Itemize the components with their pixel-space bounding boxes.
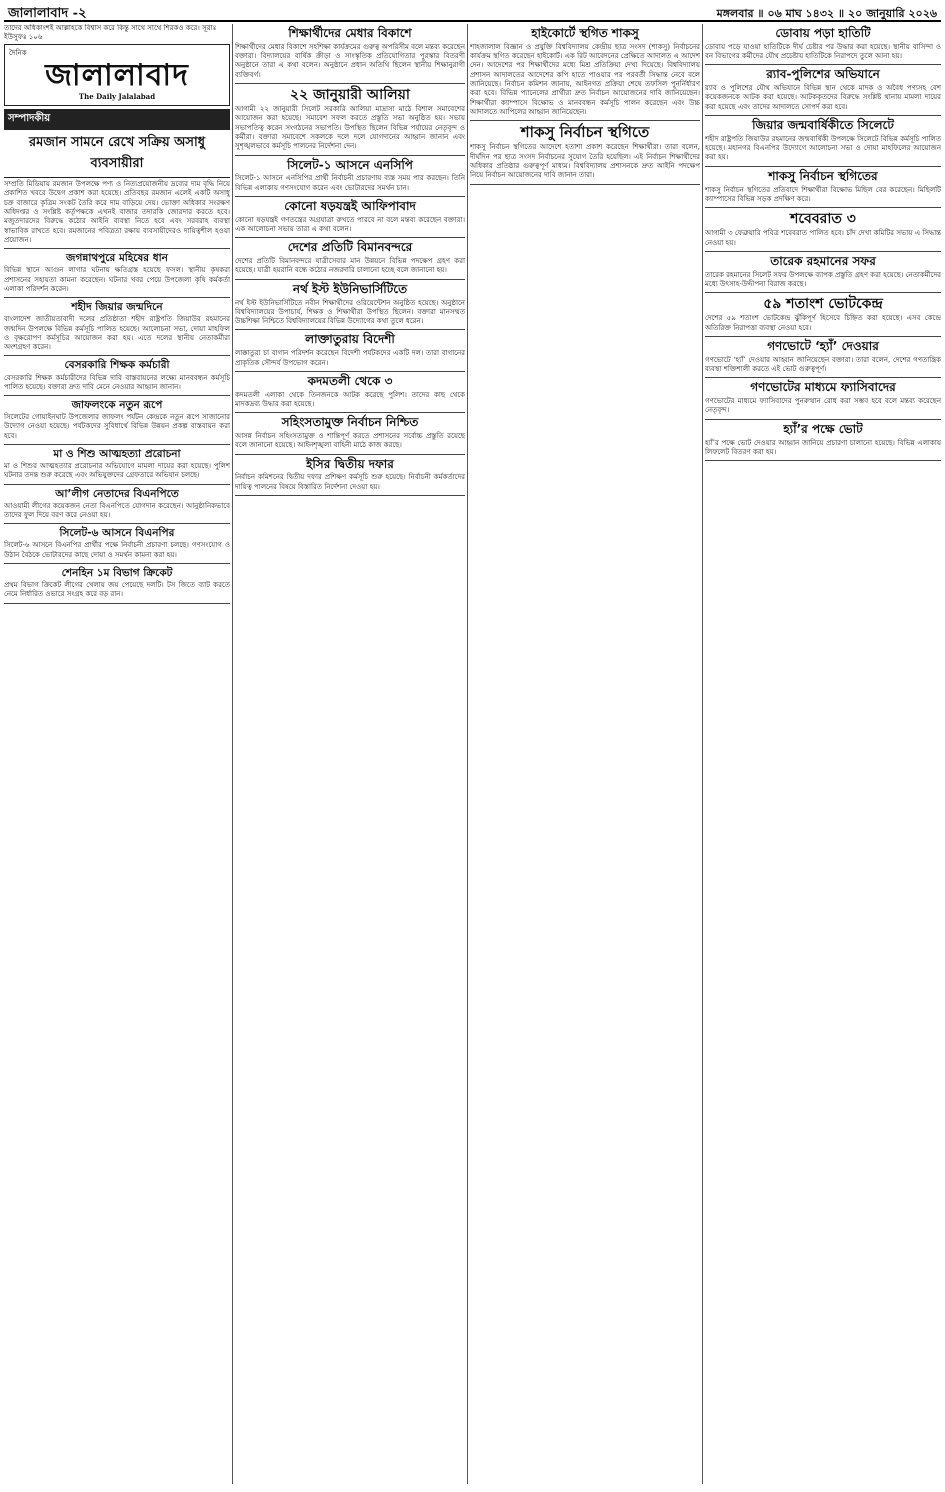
article-headline: হ্যাঁ’র পক্ষে ভোট bbox=[783, 421, 863, 436]
article bbox=[470, 124, 700, 184]
column-rule bbox=[467, 24, 468, 1484]
article-body: শাহজালাল বিজ্ঞান ও প্রযুক্তি বিশ্ববিদ্যালয় কেন্দ্রীয় ছাত্র সংসদ (শাকসু) নির্বাচনের কার্যক্রম স্থগিত করেছেন হাইকোর্ট। এক রিট আবেদনের প্রেক্ষিতে আদালত এ আদেশ দেন। আদেশের পর শিক্ষার্থীদের মধ্যে মিশ্র প্রতিক্রিয়া দেখা দিয়েছে। বিশ্ববিদ্যালয় প্রশাসন আদালতের আদেশের কপি হাতে পাওয়ার পর পরবর্তী সিদ্ধান্ত নেবে বলে জানিয়েছে। নির্বাচন কমিশন জানায়, আইনগত প্রক্রিয়া শেষে তফসিল পুনর্নির্ধারণ করা হবে। বিভিন্ন প্যানেলের প্রার্থীরা দ্রুত নির্বাচন আয়োজনের দাবি জানিয়েছেন। শিক্ষার্থীরা ক্যাম্পাসে বিক্ষোভ ও মানববন্ধন কর্মসূচি পালন করেছেন এবং উচ্চ আদালতে আপিলের আহ্বান জানিয়েছেন। bbox=[470, 42, 700, 116]
article-headline: মা ও শিশু আত্মহত্যা প্ররোচনা bbox=[53, 448, 181, 461]
article-body: শাকসু নির্বাচন স্থগিতের আদেশে হতাশা প্রকাশ করেছেন শিক্ষার্থীরা। তারা বলেন, দীর্ঘদিন পর ছাত্র সংসদ নির্বাচনের সুযোগ তৈরি হয়েছিল। এই নির্বাচন শিক্ষার্থীদের অধিকার প্রতিষ্ঠার গুরুত্বপূর্ণ মাধ্যম। বিশ্ববিদ্যালয় প্রশাসনকে দ্রুত আইনি পদক্ষেপ নিয়ে নির্বাচন আয়োজনের দাবি জানান তারা। bbox=[470, 143, 700, 180]
article bbox=[705, 170, 941, 208]
article-body: সিলেটের গোয়াইনঘাট উপজেলার জাফলং পর্যটন কেন্দ্রকে নতুন রূপে সাজানোর উদ্যোগ নেওয়া হয়েছে। পর্যটকদের সুবিধার্থে বিভিন্ন উন্নয়ন প্রকল্প বাস্তবায়ন করা হবে। bbox=[4, 413, 230, 440]
masthead-name: জালালাবাদ bbox=[45, 58, 189, 94]
article-headline: নর্থ ইস্ট ইউনিভার্সিটিতে bbox=[292, 281, 408, 296]
article-body: দেশের ৫৯ শতাংশ ভোটকেন্দ্র ঝুঁকিপূর্ণ হিসেবে চিহ্নিত করা হয়েছে। এসব কেন্দ্রে অতিরিক্ত নিরাপত্তা ব্যবস্থা নেওয়া হবে। bbox=[705, 314, 941, 332]
article bbox=[235, 27, 465, 84]
column-2 bbox=[235, 24, 465, 1484]
article bbox=[235, 283, 465, 331]
article-headline: সহিংসতামুক্ত নির্বাচন নিশ্চিত bbox=[281, 415, 419, 430]
article bbox=[705, 381, 941, 419]
article bbox=[705, 255, 941, 293]
article-body: বিভিন্ন স্থানে আগুন লাগার ঘটনায় ক্ষতিগ্রস্ত হয়েছে ফসল। স্থানীয় কৃষকরা প্রশাসনের সহায়তা কামনা করেছেন। ঘটনার খবর পেয়ে উপজেলা কৃষি কর্মকর্তা এলাকা পরিদর্শন করেন। bbox=[4, 266, 230, 293]
article-headline: ২২ জানুয়ারী আলিয়া bbox=[290, 86, 410, 103]
article bbox=[235, 200, 465, 238]
article-body: নির্বাচন কমিশনের দ্বিতীয় দফার প্রশিক্ষণ কর্মসূচি শুরু হয়েছে। নির্বাচনী কর্মকর্তাদের দায়িত্ব পালনের বিষয়ে বিস্তারিত নির্দেশনা দেওয়া হয়। bbox=[235, 473, 465, 491]
article bbox=[235, 375, 465, 413]
page-header bbox=[4, 2, 941, 22]
article-body: মা ও শিশুর আত্মহত্যার প্ররোচনার অভিযোগে মামলা দায়ের করা হয়েছে। পুলিশ ঘটনার তদন্ত শুরু করেছে এবং অভিযুক্তদের গ্রেফতারে অভিযান চলছে। bbox=[4, 462, 230, 480]
article-headline: জিয়ার জন্মবার্ষিকীতে সিলেটে bbox=[752, 118, 894, 133]
article bbox=[705, 423, 941, 461]
article-body: আওয়ামী লীগের কয়েকজন নেতা বিএনপিতে যোগদান করেছেন। আনুষ্ঠানিকভাবে তাদের ফুল দিয়ে বরণ করে নেওয়া হয়। bbox=[4, 501, 230, 520]
quote-note: তাদের অধিকাংশই আল্লাহকে বিশ্বাস করে কিন্তু সাথে সাথে শিরকও করে। সূরাঃ ইউসুফঃ ১০৬ bbox=[4, 24, 217, 42]
article bbox=[4, 527, 230, 564]
column-1-articles bbox=[4, 252, 230, 603]
article bbox=[4, 488, 230, 525]
article-body: প্রথম বিভাগ ক্রিকেট লীগের খেলায় জয় পেয়েছে দলটি। টস জিতে ব্যাট করতে নেমে নির্ধারিত ওভারে সংগ্রহ করে বড় রান। bbox=[4, 581, 230, 599]
article-headline: শাকসু নির্বাচন স্থগিতে bbox=[520, 123, 650, 142]
article-headline: ৫৯ শতাংশ ভোটকেন্দ্র bbox=[763, 296, 883, 313]
article-headline: গণভোটে ‘হ্যাঁ’ দেওয়ার bbox=[767, 338, 879, 353]
article-headline: আ’লীগ নেতাদের বিএনপিতে bbox=[55, 487, 179, 500]
article-body: শাকসু নির্বাচন স্থগিতের প্রতিবাদে শিক্ষার্থীরা বিক্ষোভ মিছিল বের করেছেন। মিছিলটি ক্যাম্পাসের বিভিন্ন সড়ক প্রদক্ষিণ করে। bbox=[705, 185, 941, 203]
article bbox=[705, 340, 941, 378]
article-body: গণভোটের মাধ্যমে ফ্যাসিবাদের পুনরুত্থান রোধ করা সম্ভব হবে বলে মন্তব্য করেছেন নেতৃবৃন্দ। bbox=[705, 397, 941, 415]
article-body: কোনো ষড়যন্ত্রই গণতন্ত্রের অগ্রযাত্রা রুখতে পারবে না বলে মন্তব্য করেছেন বক্তারা। এক আলোচনা সভায় তারা এ কথা বলেন। bbox=[235, 215, 465, 234]
article bbox=[235, 159, 465, 197]
article bbox=[235, 333, 465, 371]
page-number: জালালাবাদ -২ bbox=[8, 6, 87, 21]
article bbox=[235, 416, 465, 454]
column-3 bbox=[470, 24, 700, 1484]
masthead-daily: দৈনিক bbox=[9, 49, 27, 58]
article-headline: র‌্যাব-পুলিশের অভিযানে bbox=[766, 67, 880, 82]
column-4-articles bbox=[705, 27, 941, 461]
article-headline: হাইকোর্টে স্থগিত শাকসু bbox=[531, 26, 639, 40]
article-headline: জগন্নাথপুরে মহিষের ধান bbox=[66, 252, 168, 265]
article-body: শহীদ রাষ্ট্রপতি জিয়াউর রহমানের জন্মবার্ষিকী উপলক্ষে সিলেটে বিভিন্ন কর্মসূচি পালিত হয়েছে। মহানগর বিএনপির উদ্যোগে আলোচনা সভা ও দোয়া মাহফিলের আয়োজন করা হয়। bbox=[705, 134, 941, 162]
article-body: তারেক রহমানের সিলেট সফর উপলক্ষে ব্যাপক প্রস্তুতি গ্রহণ করা হয়েছে। নেতাকর্মীদের মধ্যে উৎসাহ-উদ্দীপনা বিরাজ করছে। bbox=[705, 270, 941, 288]
article bbox=[705, 296, 941, 337]
article-body: আগামী ২২ জানুয়ারী সিলেট সরকারি আলিয়া মাদ্রাসা মাঠে বিশাল সমাবেশের আয়োজন করা হয়েছে। সমাবেশ সফল করতে প্রস্তুতি সভা অনুষ্ঠিত হয়। সভায় সভাপতিত্ব করেন সংগঠনের সভাপতি। উপস্থিত ছিলেন বিভিন্ন পর্যায়ের নেতৃবৃন্দ ও কর্মীরা। বক্তারা সমাবেশে সকলকে দলে দলে যোগদানের আহ্বান জানান এবং সুশৃঙ্খলভাবে কর্মসূচি পালনের নির্দেশনা দেন। bbox=[235, 105, 465, 151]
article-headline: কদমতলী থেকে ৩ bbox=[307, 373, 393, 388]
article-body: আসন্ন নির্বাচন সহিংসতামুক্ত ও শান্তিপূর্ণ করতে প্রশাসনের সর্বোচ্চ প্রস্তুতি রয়েছে বলে জানানো হয়েছে। আইনশৃঙ্খলা বাহিনী মাঠে কাজ করছে। bbox=[235, 432, 465, 450]
article-body: ডোবায় পড়ে যাওয়া হাতিটিকে দীর্ঘ চেষ্টার পর উদ্ধার করা হয়েছে। স্থানীয় বাসিন্দা ও বন বিভাগের কর্মীদের যৌথ প্রচেষ্টায় হাতিটিকে নিরাপদে তুলে আনা হয়। bbox=[705, 42, 941, 61]
article-headline: শাকসু নির্বাচন স্থগিতের bbox=[768, 168, 878, 183]
article-headline: ইসির দ্বিতীয় দফার bbox=[306, 456, 394, 471]
article bbox=[235, 87, 465, 156]
article-headline: গণভোটের মাধ্যমে ফ্যাসিবাদের bbox=[750, 380, 896, 395]
article-headline: জাফলংকে নতুন রূপে bbox=[71, 399, 163, 412]
column-1 bbox=[4, 24, 230, 1484]
article-body: শিক্ষার্থীদের মেধার বিকাশে সহশিক্ষা কার্যক্রমের গুরুত্ব অপরিসীম বলে মন্তব্য করেছেন বক্তারা। বিদ্যালয়ের বার্ষিক ক্রীড়া ও সাংস্কৃতিক প্রতিযোগিতার পুরস্কার বিতরণী অনুষ্ঠানে তারা এ কথা বলেন। অনুষ্ঠানে প্রধান অতিথি ছিলেন স্থানীয় শিক্ষানুরাগী ব্যক্তিবর্গ। bbox=[235, 42, 465, 79]
article bbox=[4, 252, 230, 298]
article-headline: সিলেট-৬ আসনে বিএনপির bbox=[59, 527, 175, 540]
article-body: কদমতলী এলাকা থেকে তিনজনকে আটক করেছে পুলিশ। তাদের কাছ থেকে মাদকদ্রব্য উদ্ধার করা হয়েছে। bbox=[235, 390, 465, 408]
article-body: নর্থ ইস্ট ইউনিভার্সিটিতে নবীন শিক্ষার্থীদের ওরিয়েন্টেশন অনুষ্ঠিত হয়েছে। অনুষ্ঠানে বিশ্ববিদ্যালয়ের উপাচার্য, শিক্ষক ও শিক্ষার্থীরা উপস্থিত ছিলেন। বক্তারা মানসম্মত উচ্চশিক্ষা নিশ্চিতে বিশ্ববিদ্যালয়ের বিভিন্ন উদ্যোগের কথা তুলে ধরেন। bbox=[235, 298, 465, 326]
article-headline: সিলেট-১ আসনে এনসিপি bbox=[287, 157, 413, 172]
article bbox=[4, 567, 230, 604]
article bbox=[4, 448, 230, 485]
article-body: বাংলাদেশ জাতীয়তাবাদী দলের প্রতিষ্ঠাতা শহীদ রাষ্ট্রপতি জিয়াউর রহমানের জন্মদিন উপলক্ষে বিভিন্ন কর্মসূচি পালিত হয়েছে। আলোচনা সভা, দোয়া মাহফিল ও বৃক্ষরোপণ কর্মসূচির আয়োজন করা হয়। এতে দলের স্থানীয় নেতাকর্মীরা অংশগ্রহণ করেন। bbox=[4, 315, 230, 352]
column-2-articles bbox=[235, 27, 465, 496]
article-body: আগামী ৩ ফেব্রুয়ারি পবিত্র শবেবরাত পালিত হবে। চাঁদ দেখা কমিটির সভায় এ সিদ্ধান্ত নেওয়া হয়। bbox=[705, 229, 941, 247]
article-body: সিলেট-৬ আসনে বিএনপির প্রার্থীর পক্ষে নির্বাচনী প্রচারণা চলছে। গণসংযোগ ও উঠান বৈঠকে ভোটারদের কাছে দোয়া ও সমর্থন কামনা করা হয়। bbox=[4, 541, 230, 559]
article bbox=[470, 27, 700, 121]
editorial-body: সম্প্রতি মিডিয়ায় রমজান উপলক্ষে পণ্য ও নিত্যপ্রয়োজনীয় দ্রব্যের দাম বৃদ্ধি নিয়ে প্রকাশিত খবরে উদ্বেগ প্রকাশ করা হয়েছে। প্রতিবছর রমজান এলেই একটি অসাধু চক্র বাজারে কৃত্রিম সংকট তৈরি করে দাম বাড়িয়ে দেয়। ভোক্তা অধিকার সংরক্ষণ অধিদপ্তর ও সংশ্লিষ্ট কর্তৃপক্ষকে এখনই বাজার তদারকি জোরদার করতে হবে। মজুতদারদের বিরুদ্ধে কঠোর আইনি ব্যবস্থা নিতে হবে এবং সরবরাহ ব্যবস্থা স্বাভাবিক রাখতে হবে। রমজানের পবিত্রতা রক্ষায় ব্যবসায়ীদেরও দায়িত্বশীল হওয়া প্রয়োজন। bbox=[4, 180, 230, 244]
article bbox=[705, 68, 941, 116]
article bbox=[235, 241, 465, 279]
article-body: বেসরকারি শিক্ষক কর্মচারীদের বিভিন্ন দাবি বাস্তবায়নের লক্ষ্যে মানববন্ধন কর্মসূচি পালিত হয়েছে। বক্তারা দ্রুত দাবি মেনে নেওয়ার আহ্বান জানান। bbox=[4, 373, 230, 391]
article-headline: শিক্ষার্থীদের মেধার বিকাশে bbox=[288, 26, 412, 40]
masthead-english: The Daily Jalalabad bbox=[78, 92, 156, 102]
article-body: সিলেট-১ আসনে এনসিপির প্রার্থী নির্বাচনী প্রচারণায় ব্যস্ত সময় পার করছেন। তিনি বিভিন্ন এলাকায় গণসংযোগ করেন এবং ভোটারদের সমর্থন চান। bbox=[235, 174, 465, 192]
page-date: মঙ্গলবার ॥ ০৬ মাঘ ১৪৩২ ॥ ২০ জানুয়ারি ২০২৬ bbox=[716, 7, 937, 20]
article-body: র‌্যাব ও পুলিশের যৌথ অভিযানে বিভিন্ন স্থান থেকে মাদক ও অবৈধ পণ্যসহ বেশ কয়েকজনকে আটক করা হয়েছে। আটককৃতদের বিরুদ্ধে সংশ্লিষ্ট থানায় মামলা দায়ের করা হয়েছে এবং তাদের আদালতে সোপর্দ করা হবে। bbox=[705, 84, 941, 111]
column-rule bbox=[702, 24, 703, 1484]
article bbox=[4, 399, 230, 445]
masthead bbox=[4, 44, 230, 106]
article-headline: লাক্তাতুরায় বিদেশী bbox=[305, 332, 395, 347]
column-rule bbox=[232, 24, 233, 1484]
article-headline: কোনো ষড়যন্ত্রই আফিপাবাদ bbox=[284, 198, 416, 213]
column-4 bbox=[705, 24, 941, 1484]
article-headline: শহীদ জিয়ার জন্মদিনে bbox=[71, 301, 163, 314]
article bbox=[4, 359, 230, 396]
section-label: সম্পাদকীয় bbox=[4, 109, 230, 130]
article-body: হ্যাঁ’র পক্ষে ভোট দেওয়ার আহ্বান জানিয়ে প্রচারণা চালানো হয়েছে। বিভিন্ন এলাকায় লিফলেট বিতরণ করা হয়। bbox=[705, 438, 941, 456]
editorial-title: রমজান সামনে রেখে সক্রিয় অসাধু ব্যবসায়ীরা bbox=[4, 133, 230, 178]
article-headline: শবেবরাত ৩ bbox=[790, 211, 856, 228]
article-body: গণভোটে ‘হ্যাঁ’ দেওয়ার আহ্বান জানিয়েছেন বক্তারা। তারা বলেন, দেশের গণতান্ত্রিক ব্যবস্থা শক্তিশালী করতে এই ভোট গুরুত্বপূর্ণ। bbox=[705, 355, 941, 374]
article-body: দেশের প্রতিটি বিমানবন্দরে যাত্রীসেবার মান উন্নয়নে বিভিন্ন পদক্ষেপ গ্রহণ করা হয়েছে। যাত্রী হয়রানি বন্ধে কঠোর নজরদারি চালানো হচ্ছে বলে জানানো হয়। bbox=[235, 257, 465, 275]
article-body: লাক্কাতুরা চা বাগান পরিদর্শন করেছেন বিদেশী পর্যটকদের একটি দল। তারা বাগানের প্রাকৃতিক সৌন্দর্য উপভোগ করেন। bbox=[235, 349, 465, 367]
article bbox=[235, 458, 465, 496]
article-headline: ডোবায় পড়া হাতিটি bbox=[775, 26, 871, 40]
article bbox=[705, 27, 941, 65]
column-3-articles bbox=[470, 27, 700, 185]
article bbox=[705, 211, 941, 252]
article-headline: বেসরকারি শিক্ষক কর্মচারী bbox=[64, 359, 170, 372]
article-headline: শেনহিন ১ম বিভাগ ক্রিকেট bbox=[61, 567, 173, 580]
article-headline: তারেক রহমানের সফর bbox=[770, 253, 876, 268]
article bbox=[705, 119, 941, 167]
article-headline: দেশের প্রতিটি বিমানবন্দরে bbox=[287, 240, 413, 255]
article bbox=[4, 301, 230, 356]
